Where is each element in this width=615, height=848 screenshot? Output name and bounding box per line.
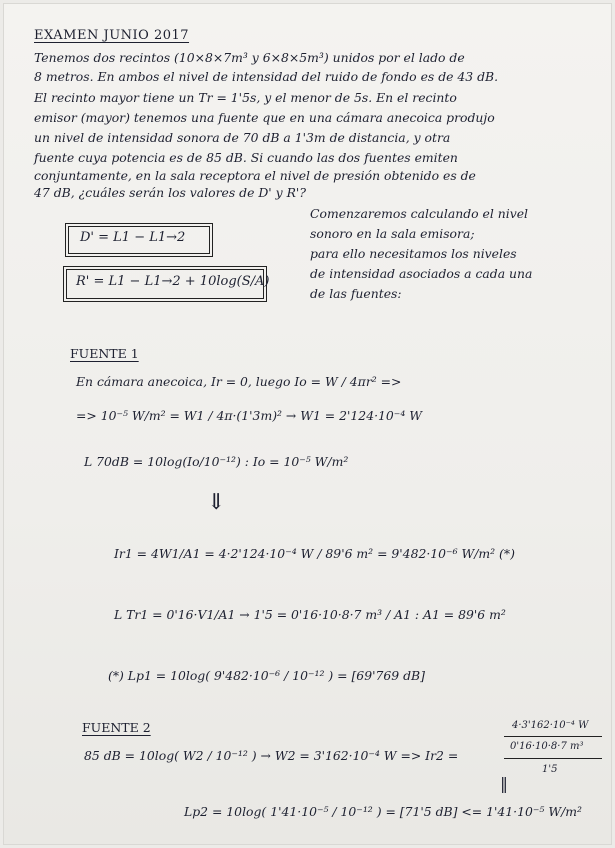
fuente2-fraction-top: 4·3'162·10⁻⁴ W [512, 720, 589, 731]
problem-line-1: Tenemos dos recintos (10×8×7m³ y 6×8×5m³) unidos por el lado de [34, 50, 465, 65]
fuente2-fraction-bar-2 [504, 758, 602, 759]
intro-note-2: sonoro en la sala emisora; [310, 226, 475, 241]
exam-sheet [4, 4, 611, 844]
fuente1-line-6: (*) Lp1 = 10log( 9'482·10⁻⁶ / 10⁻¹² ) = [69'769 dB] [108, 668, 425, 683]
fuente1-line-5: L Tr1 = 0'16·V1/A1 → 1'5 = 0'16·10·8·7 m³ / A1 : A1 = 89'6 m² [114, 607, 506, 622]
fuente2-fraction-bot: 1'5 [542, 764, 558, 775]
problem-line-6: fuente cuya potencia es de 85 dB. Si cuando las dos fuentes emiten [34, 150, 458, 165]
exam-title: EXAMEN JUNIO 2017 [34, 28, 190, 43]
fuente1-heading: FUENTE 1 [70, 346, 139, 361]
intro-note-1: Comenzaremos calculando el nivel [310, 206, 529, 221]
problem-line-8: 47 dB, ¿cuáles serán los valores de D' y R'? [34, 185, 306, 200]
problem-line-4: emisor (mayor) tenemos una fuente que en una cámara anecoica produjo [34, 110, 495, 125]
fuente1-line-3: L 70dB = 10log(Io/10⁻¹²) : Io = 10⁻⁵ W/m² [84, 454, 349, 469]
intro-note-3: para ello necesitamos los niveles [310, 246, 517, 261]
fuente2-line-1: 85 dB = 10log( W2 / 10⁻¹² ) → W2 = 3'162·10⁻⁴ W => Ir2 = [84, 748, 459, 763]
fuente2-double-bar: ‖ [500, 774, 508, 793]
fuente1-line-1: En cámara anecoica, Ir = 0, luego Io = W / 4πr² => [76, 374, 402, 389]
fuente1-line-2: => 10⁻⁵ W/m² = W1 / 4π·(1'3m)² → W1 = 2'124·10⁻⁴ W [76, 408, 422, 423]
intro-note-4: de intensidad asociados a cada una [310, 266, 533, 281]
problem-line-3: El recinto mayor tiene un Tr = 1'5s, y el menor de 5s. En el recinto [34, 90, 457, 105]
problem-line-2: 8 metros. En ambos el nivel de intensidad del ruido de fondo es de 43 dB. [34, 69, 499, 84]
formula-d-prime: D' = L1 − L1→2 [80, 230, 186, 245]
fuente2-fraction-bar-1 [504, 736, 602, 737]
fuente2-heading: FUENTE 2 [82, 720, 151, 735]
problem-line-5: un nivel de intensidad sonora de 70 dB a 1'3m de distancia, y otra [34, 130, 451, 145]
fuente1-down-arrow: ⇓ [207, 490, 226, 515]
problem-line-7: conjuntamente, en la sala receptora el nivel de presión obtenido es de [34, 168, 476, 183]
formula-r-prime: R' = L1 − L1→2 + 10log(S/A) [76, 274, 270, 289]
intro-note-5: de las fuentes: [310, 286, 402, 301]
fuente2-fraction-mid: 0'16·10·8·7 m³ [510, 741, 584, 752]
fuente1-line-4: Ir1 = 4W1/A1 = 4·2'124·10⁻⁴ W / 89'6 m² = 9'482·10⁻⁶ W/m² (*) [114, 546, 515, 561]
fuente2-line-2: Lp2 = 10log( 1'41·10⁻⁵ / 10⁻¹² ) = [71'5 dB] <= 1'41·10⁻⁵ W/m² [184, 804, 582, 819]
